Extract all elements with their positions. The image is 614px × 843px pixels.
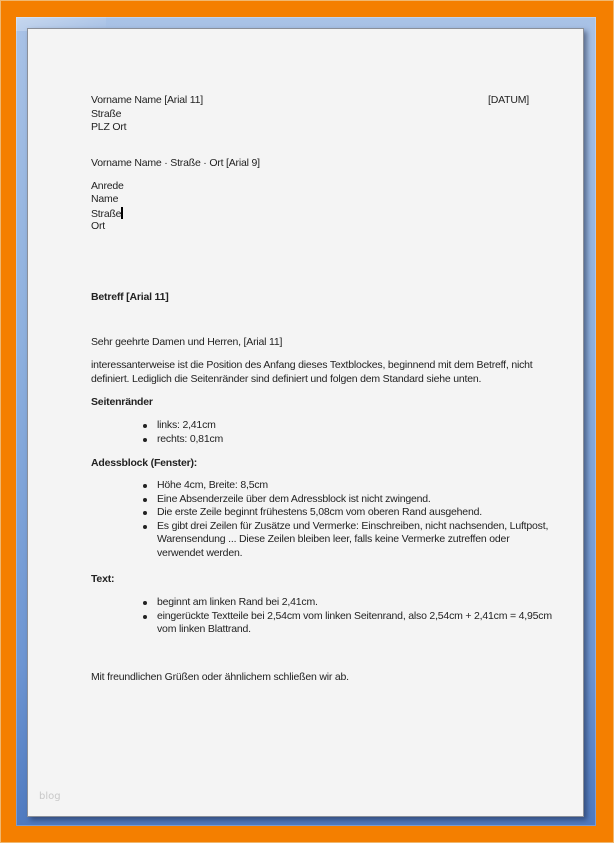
bullet-icon: [143, 615, 147, 619]
document-page[interactable]: [27, 28, 584, 817]
date-field: [DATUM]: [488, 94, 529, 106]
recipient-street-text: Straße: [91, 208, 122, 220]
recipient-name: Name: [91, 193, 119, 205]
section-heading-text: Text:: [91, 573, 115, 585]
list-item: rechts: 0,81cm: [0, 433, 223, 447]
salutation: Sehr geehrte Damen und Herren, [Arial 11]: [91, 336, 283, 348]
intro-line-2: definiert. Lediglich die Seitenränder sind definiert und folgen dem Standard siehe unten.: [91, 373, 482, 385]
bullet-icon: [143, 498, 147, 502]
sender-street: Straße: [91, 108, 122, 120]
list-item: Die erste Zeile beginnt frühestens 5,08cm vom oberen Rand ausgehend.: [0, 506, 548, 520]
bullet-icon: [143, 484, 147, 488]
return-address-line: Vorname Name · Straße · Ort [Arial 9]: [91, 157, 260, 169]
list-item: eingerückte Textteile bei 2,54cm vom linken Seitenrand, also 2,54cm + 2,41cm = 4,95cm: [0, 610, 552, 624]
list-item-continuation: vom linken Blattrand.: [157, 623, 251, 635]
subject-line: Betreff [Arial 11]: [91, 291, 169, 303]
section-heading-address-block: Adessblock (Fenster):: [91, 457, 198, 469]
sender-name: Vorname Name [Arial 11]: [91, 94, 203, 106]
list-item-continuation: Warensendung ... Diese Zeilen bleiben leer, falls keine Vermerke zutreffen oder: [157, 533, 510, 545]
section-heading-margins: Seitenränder: [91, 396, 153, 408]
address-block-list: [0, 479, 548, 560]
list-item-continuation: verwendet werden.: [157, 546, 243, 559]
text-cursor: [121, 207, 123, 219]
sender-city: PLZ Ort: [91, 121, 127, 133]
list-item: beginnt am linken Rand bei 2,41cm.: [0, 596, 552, 610]
list-item: Es gibt drei Zeilen für Zusätze und Vermerke: Einschreiben, nicht nachsenden, Luftpost,: [0, 520, 548, 534]
text-list: [0, 596, 552, 637]
bullet-icon: [143, 525, 147, 529]
bullet-icon: [143, 511, 147, 515]
intro-line-1: interessanterweise ist die Position des Anfang dieses Textblockes, beginnend mit dem Betreff, nicht: [91, 359, 533, 371]
list-item: Eine Absenderzeile über dem Adressblock ist nicht zwingend.: [0, 493, 548, 507]
list-item: Höhe 4cm, Breite: 8,5cm: [0, 479, 548, 493]
margins-list: [0, 419, 223, 446]
bullet-icon: [143, 601, 147, 605]
watermark: blog: [39, 791, 61, 802]
bullet-icon: [143, 438, 147, 442]
bullet-icon: [143, 424, 147, 428]
list-item: links: 2,41cm: [0, 419, 223, 433]
recipient-city: Ort: [91, 220, 105, 232]
recipient-salutation: Anrede: [91, 180, 124, 192]
closing-line: Mit freundlichen Grüßen oder ähnlichem schließen wir ab.: [91, 671, 349, 683]
